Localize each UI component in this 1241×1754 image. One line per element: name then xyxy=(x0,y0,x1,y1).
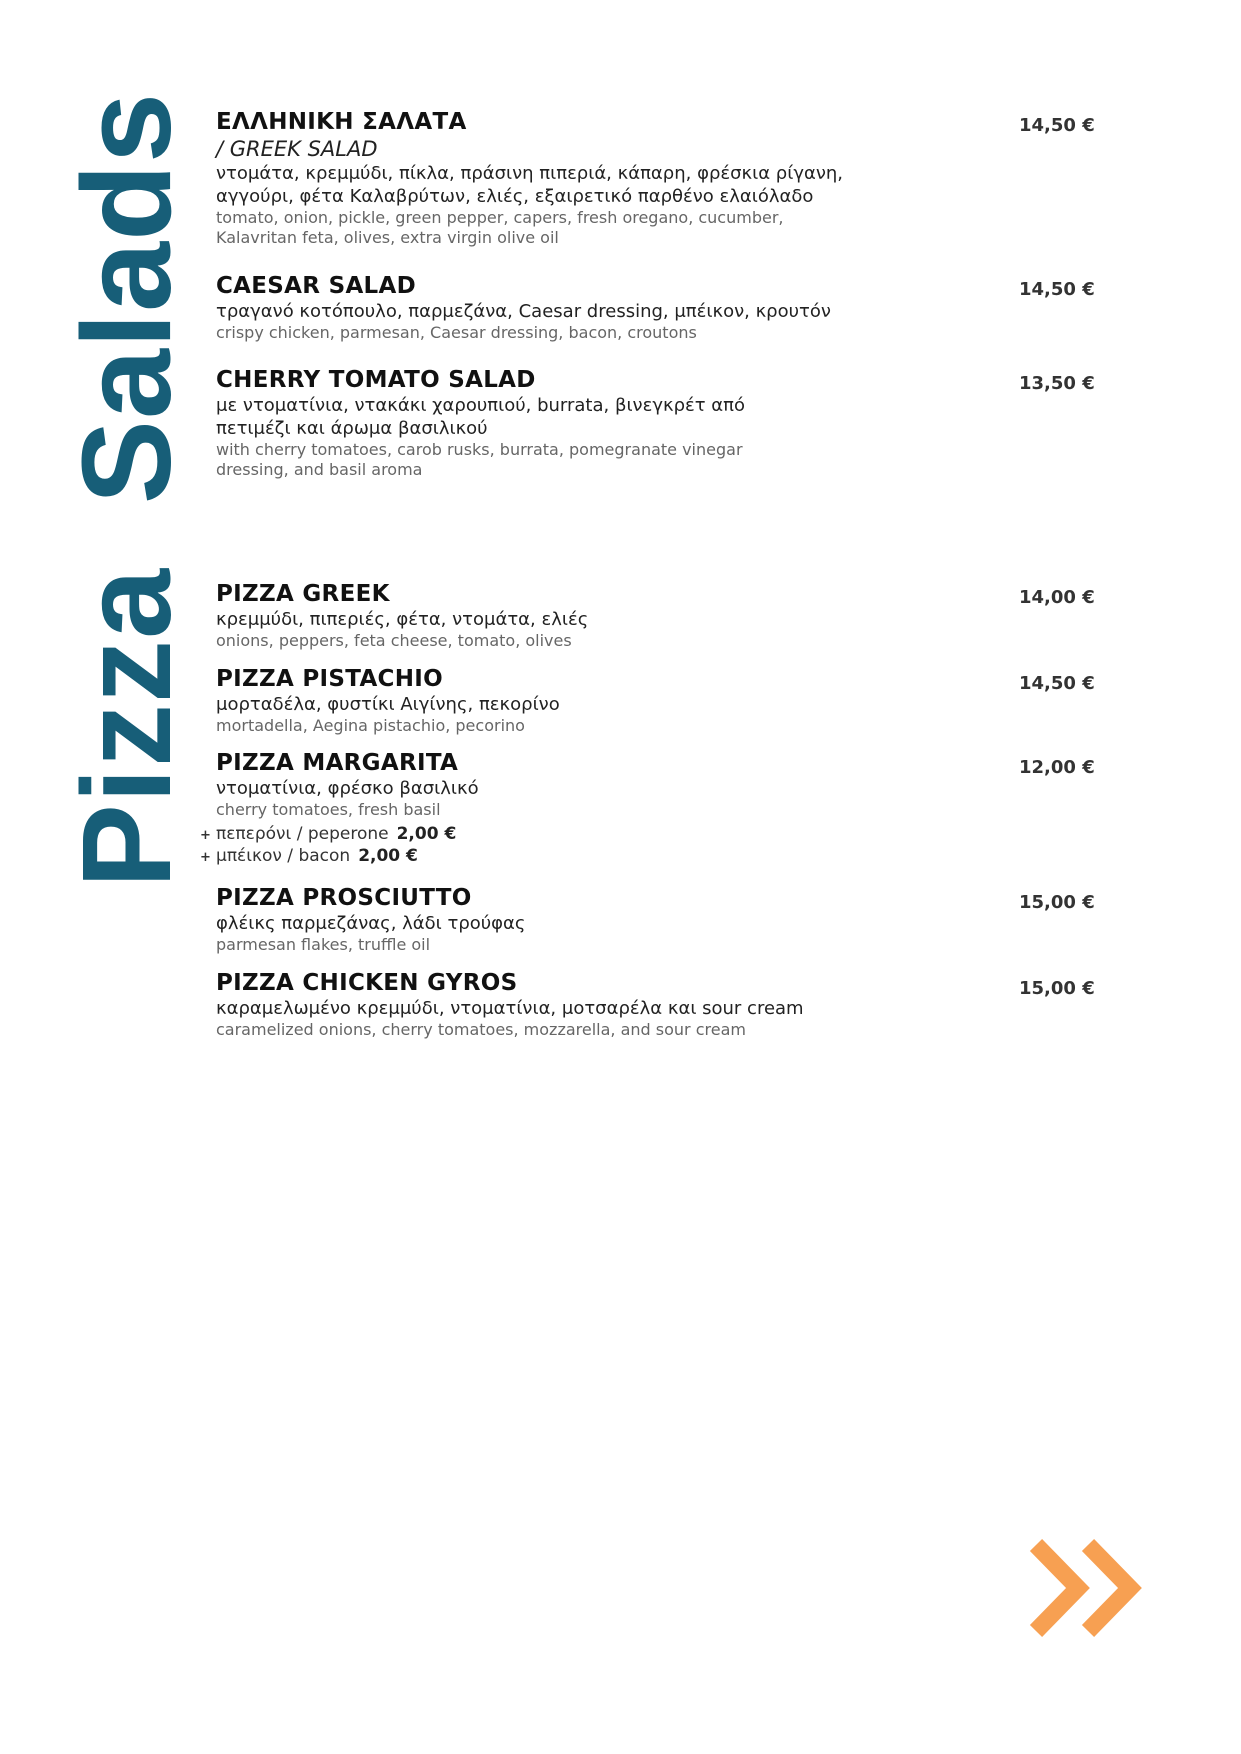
item-description-greek: αγγούρι, φέτα Καλαβρύτων, ελιές, εξαιρετικό παρθένο ελαιόλαδο xyxy=(216,186,814,207)
item-price: 12,00 € xyxy=(1019,757,1095,778)
item-price: 14,50 € xyxy=(1019,279,1095,300)
item-price: 13,50 € xyxy=(1019,373,1095,394)
plus-icon: + xyxy=(200,850,211,865)
extra-label: μπέικον / bacon xyxy=(216,846,351,866)
chevron-right-icon xyxy=(1036,1545,1078,1631)
item-description-greek: μορταδέλα, φυστίκι Αιγίνης, πεκορίνο xyxy=(216,694,560,715)
chevron-right-icon xyxy=(1088,1545,1130,1631)
item-name: CAESAR SALAD xyxy=(216,273,416,299)
item-price: 14,50 € xyxy=(1019,115,1095,136)
item-name: PIZZA PISTACHIO xyxy=(216,666,443,692)
extra-price: 2,00 € xyxy=(358,846,418,866)
pizza-title-text: Pizza xyxy=(56,567,197,889)
extra-topping-peperone xyxy=(200,823,456,847)
item-price: 14,00 € xyxy=(1019,587,1095,608)
item-name: PIZZA PROSCIUTTO xyxy=(216,885,472,911)
item-name: CHERRY TOMATO SALAD xyxy=(216,367,536,393)
item-description-greek: φλέικς παρμεζάνας, λάδι τρούφας xyxy=(216,913,526,934)
item-description-greek: ντομάτα, κρεμμύδι, πίκλα, πράσινη πιπεριά, κάπαρη, φρέσκια ρίγανη, xyxy=(216,163,844,184)
item-name: PIZZA GREEK xyxy=(216,581,390,607)
plus-icon: + xyxy=(200,828,211,843)
extra-topping-bacon xyxy=(200,845,418,869)
item-name: PIZZA CHICKEN GYROS xyxy=(216,970,518,996)
item-description-english: caramelized onions, cherry tomatoes, mozzarella, and sour cream xyxy=(216,1020,746,1039)
item-description-english: parmesan flakes, truffle oil xyxy=(216,935,431,954)
item-description-english: crispy chicken, parmesan, Caesar dressing, bacon, croutons xyxy=(216,323,697,342)
item-description-greek: τραγανό κοτόπουλο, παρμεζάνα, Caesar dressing, μπέικον, κρουτόν xyxy=(216,301,831,322)
item-description-greek: με ντοματίνια, ντακάκι χαρουπιού, burrata, βινεγκρέτ από xyxy=(216,395,746,416)
salads-title-text: Salads xyxy=(56,91,197,505)
extra-price: 2,00 € xyxy=(396,824,457,844)
item-description-greek: ντοματίνια, φρέσκο βασιλικό xyxy=(216,778,479,799)
item-description-english: cherry tomatoes, fresh basil xyxy=(216,800,441,819)
item-subtitle: / GREEK SALAD xyxy=(216,137,378,161)
item-description-english: Kalavritan feta, olives, extra virgin olive oil xyxy=(216,228,559,247)
item-description-english: tomato, onion, pickle, green pepper, capers, fresh oregano, cucumber, xyxy=(216,208,784,227)
item-description-greek: κρεμμύδι, πιπεριές, φέτα, ντομάτα, ελιές xyxy=(216,609,589,630)
double-chevron-right-icon[interactable] xyxy=(1028,1535,1146,1641)
item-description-greek: πετιμέζι και άρωμα βασιλικού xyxy=(216,418,488,439)
item-price: 15,00 € xyxy=(1019,978,1095,999)
item-description-english: onions, peppers, feta cheese, tomato, olives xyxy=(216,631,572,650)
item-description-greek: καραμελωμένο κρεμμύδι, ντοματίνια, μοτσαρέλα και sour cream xyxy=(216,998,804,1019)
salads-section-title xyxy=(56,91,197,505)
pizza-section-title xyxy=(56,567,197,889)
extra-label: πεπερόνι / peperone xyxy=(216,824,389,844)
item-name: PIZZA MARGARITA xyxy=(216,750,459,776)
item-description-english: dressing, and basil aroma xyxy=(216,460,423,479)
item-price: 15,00 € xyxy=(1019,892,1095,913)
item-name: ΕΛΛΗΝΙΚΗ ΣΑΛΑΤΑ xyxy=(216,109,467,135)
item-description-english: with cherry tomatoes, carob rusks, burrata, pomegranate vinegar xyxy=(216,440,743,459)
item-description-english: mortadella, Aegina pistachio, pecorino xyxy=(216,716,525,735)
item-price: 14,50 € xyxy=(1019,673,1095,694)
